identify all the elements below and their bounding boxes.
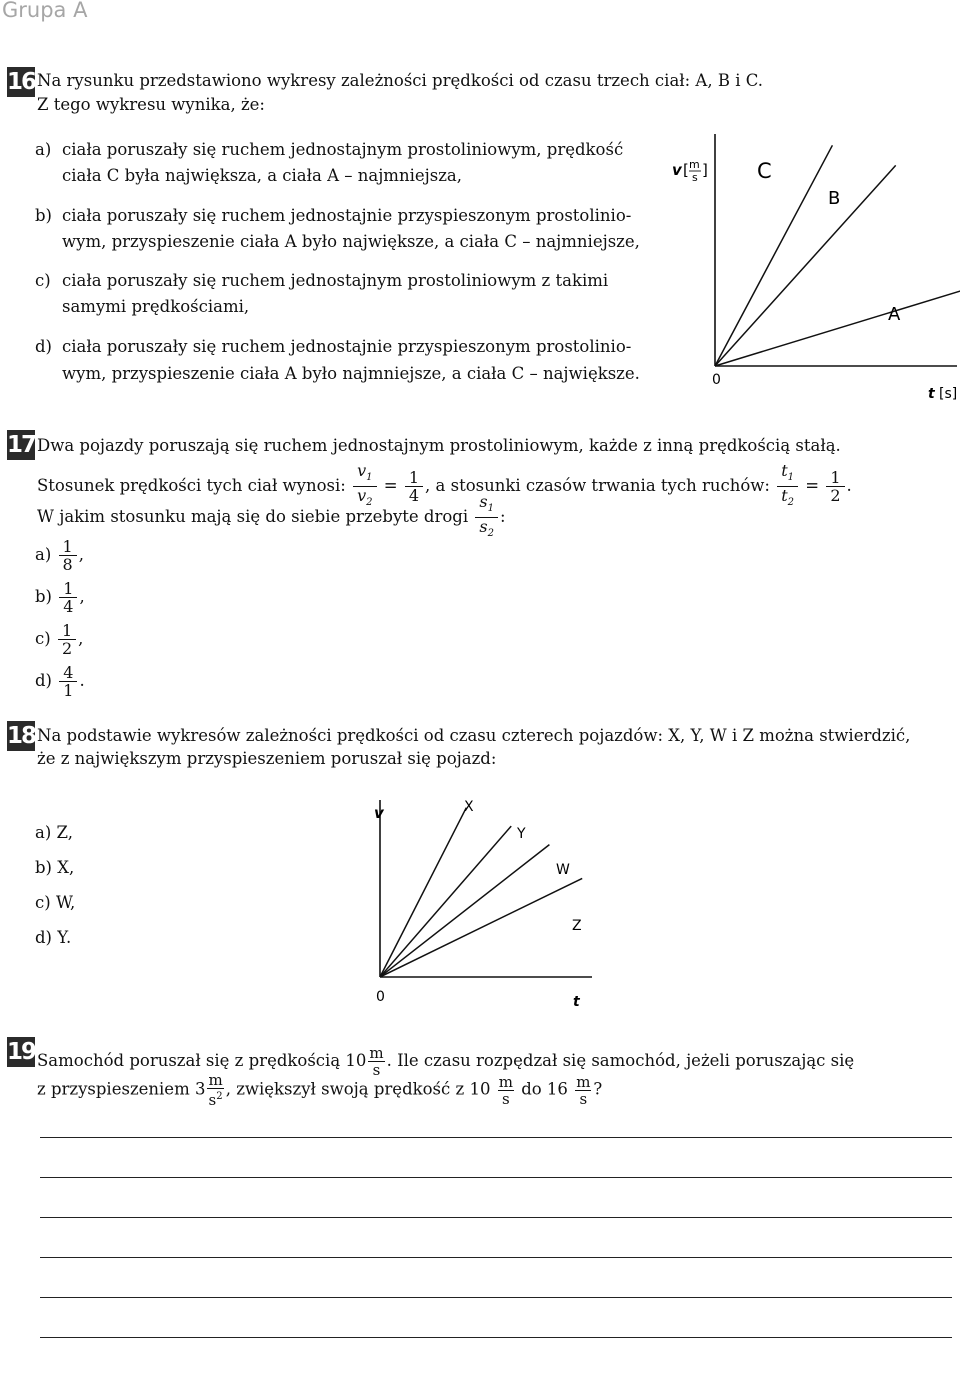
q17-time-value-ratio: $\frac{1}{2}$: [826, 469, 844, 504]
q17-velocity-text: Stosunek prędkości tych ciał wynosi:: [37, 476, 346, 496]
q16-option-a-line-2: ciała C była największa, a ciała A – najmniejsza,: [62, 166, 462, 185]
q19-line-2: z przyspieszeniem 3 $\frac{m}{s^2}$ , zwiększył swoją prędkość z 10 $\frac{m}{s}$ do 16 $\frac{m}{s}$ ?: [37, 1071, 603, 1109]
question-number-19: 19: [7, 1039, 36, 1065]
q16-t-label: t: [928, 386, 935, 402]
q19-line-1: Samochód poruszał się z prędkością 10 $\frac{m}{s}$ . Ile czasu rozpędzał się samochód, jeżeli poruszając się: [37, 1044, 855, 1079]
q16-option-b-line-2: wym, przyspieszenie ciała A było największe, a ciała C – najmniejsze,: [62, 232, 640, 251]
q17-option-d: d) $\frac{4}{1}$ .: [35, 663, 85, 700]
q16-intro-line-2: Z tego wykresu wynika, że:: [37, 95, 265, 114]
q16-option-d-line-1: ciała poruszały się ruchem jednostajnie przyspieszonym prostolinio-: [62, 337, 632, 356]
q16-origin-label: 0: [712, 372, 721, 388]
question-number-18: 18: [7, 723, 36, 749]
question-number-16: 16: [7, 69, 36, 95]
q17-distance-text: W jakim stosunku mają się do siebie przebyte drogi: [37, 507, 469, 527]
q16-option-c-line-2: samymi prędkościami,: [62, 297, 250, 316]
q17-equals-2: =: [805, 476, 820, 496]
q16-line-label-b: B: [828, 188, 841, 209]
q18-option-c: c) W,: [35, 893, 76, 912]
q17-line-3: [37, 493, 506, 542]
q16-option-d-letter: d): [35, 337, 52, 356]
q17-time-text: , a stosunki czasów trwania tych ruchów:: [425, 476, 770, 496]
q17-period: .: [846, 476, 852, 496]
q17-distance-ratio: $\frac{s_1}{s_2}$: [475, 493, 498, 542]
q16-t-unit: [s]: [939, 386, 958, 402]
q17-velocity-value-ratio: $\frac{1}{4}$: [405, 469, 423, 504]
q17-line-1: Dwa pojazdy poruszają się ruchem jednostajnym prostoliniowym, każde z inną prędkością stałą.: [37, 436, 841, 455]
q17-time-symbolic-ratio: $\frac{t_1}{t_2}$: [777, 462, 798, 511]
answer-line[interactable]: [40, 1217, 952, 1218]
page-title: Grupa A: [2, 0, 88, 22]
q18-line-label-x: X: [464, 799, 474, 815]
q16-intro-line-1: Na rysunku przedstawiono wykresy zależności prędkości od czasu trzech ciał: A, B i C.: [37, 71, 764, 90]
q16-line-label-a: A: [888, 304, 901, 325]
answer-line[interactable]: [40, 1337, 952, 1338]
q18-option-b: b) X,: [35, 858, 75, 877]
q16-option-a-line-1: ciała poruszały się ruchem jednostajnym prostoliniowym, prędkość: [62, 140, 624, 159]
q17-equals-1: =: [383, 476, 398, 496]
q18-line-label-y: Y: [517, 826, 526, 842]
question-number-17: 17: [7, 432, 36, 458]
answer-line[interactable]: [40, 1257, 952, 1258]
q16-v-unit-num: m: [689, 158, 700, 171]
q16-v-unit-den: s: [692, 171, 698, 184]
q18-v-label: v: [374, 804, 384, 822]
q16-option-d-line-2: wym, przyspieszenie ciała A było najmniejsze, a ciała C – największe.: [62, 364, 640, 383]
q18-origin-label: 0: [376, 989, 385, 1005]
q16-option-c-line-1: ciała poruszały się ruchem jednostajnym prostoliniowym z takimi: [62, 271, 609, 290]
q18-line-w: [380, 845, 549, 977]
q16-line-label-c: C: [757, 159, 772, 183]
q18-t-label: t: [573, 994, 580, 1010]
q18-line-2: że z największym przyspieszeniem poruszał się pojazd:: [37, 749, 497, 768]
q16-option-a-letter: a): [35, 140, 52, 159]
q16-velocity-graph: [660, 128, 960, 404]
q18-line-label-z: Z: [572, 918, 582, 934]
q16-option-c-letter: c): [35, 271, 51, 290]
q17-colon: :: [499, 507, 506, 527]
q16-option-b-line-1: ciała poruszały się ruchem jednostajnie przyspieszonym prostolinio-: [62, 206, 632, 225]
q18-line-1: Na podstawie wykresów zależności prędkości od czasu czterech pojazdów: X, Y, W i Z można stwierdzić,: [37, 726, 911, 745]
answer-line[interactable]: [40, 1177, 952, 1178]
q17-option-a: a) $\frac{1}{8}$ ,: [35, 537, 84, 574]
q16-v-bracket-close: ]: [702, 161, 708, 179]
q18-option-a: a) Z,: [35, 823, 73, 842]
q16-v-label: v: [672, 161, 682, 179]
answer-line[interactable]: [40, 1297, 952, 1298]
q17-option-b: b) $\frac{1}{4}$ ,: [35, 579, 85, 616]
q17-option-c: c) $\frac{1}{2}$ ,: [35, 621, 84, 658]
q18-line-label-w: W: [556, 862, 570, 878]
q16-option-b-letter: b): [35, 206, 52, 225]
q18-velocity-graph: [360, 790, 620, 1012]
answer-line[interactable]: [40, 1137, 952, 1138]
q18-line-z: [380, 878, 582, 977]
q17-velocity-symbolic-ratio: $\frac{v_1}{v_2}$: [353, 462, 376, 511]
q18-option-d: d) Y.: [35, 928, 72, 947]
q16-v-bracket-open: [: [683, 161, 689, 179]
